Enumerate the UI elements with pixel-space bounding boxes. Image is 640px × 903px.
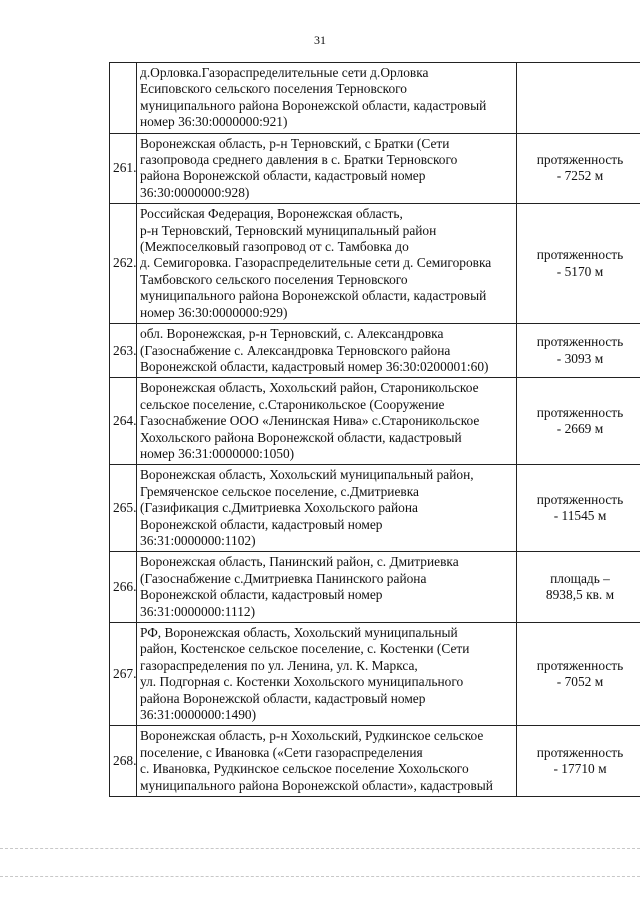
scan-artifact-line [0,848,640,850]
measure-line: - 2669 м [556,421,604,437]
measure-line: протяженность [536,744,624,760]
measure-line: протяженность [536,334,624,350]
row-number: 261. [110,133,137,204]
measure-line: протяженность [536,657,624,673]
description-line: района Воронежской области, кадастровый номер [140,168,426,184]
description-line: (Газификация с.Дмитриевка Хохольского района [140,500,418,516]
description-line: Гремяченское сельское поселение, с.Дмитриевка [140,483,419,499]
measure-line: - 7252 м [556,168,604,184]
table-row [110,324,640,378]
row-number: 268. [110,726,137,797]
object-measure [517,465,640,552]
description-line: Воронежская область, Хохольский район, Староникольское [140,380,479,396]
description-line: р-н Терновский, Терновский муниципальный район [140,222,437,238]
description-line: Воронежской области, кадастровый номер [140,516,383,532]
measure-line: протяженность [536,247,624,263]
measure-line: площадь – [550,570,610,586]
object-description [137,133,517,204]
object-description [137,726,517,797]
page-number: 31 [314,33,326,47]
description-line: 36:30:0000000:928) [140,184,250,200]
measure-line: - 5170 м [556,263,604,279]
measure-line: протяженность [536,491,624,507]
row-number: 265. [110,465,137,552]
object-description [137,63,517,134]
table-row [110,623,640,726]
description-line: номер 36:30:0000000:921) [140,114,288,130]
measure-line: 8938,5 кв. м [545,587,615,603]
table-row [110,63,640,134]
description-line: Тамбовского сельского поселения Терновского [140,271,408,287]
description-line: 36:31:0000000:1490) [140,707,257,723]
measure-line: - 11545 м [553,508,607,524]
description-line: (Газоснабжение с.Дмитриевка Панинского района [140,570,427,586]
measure-line: - 3093 м [556,350,604,366]
object-description [137,324,517,378]
description-line: Воронежская область, Панинский район, с. Дмитриевка [140,554,459,570]
description-line: района Воронежской области, кадастровый номер [140,690,426,706]
description-line: Российская Федерация, Воронежская область, [140,206,403,222]
row-number [110,63,137,134]
object-description [137,623,517,726]
object-measure [517,63,640,134]
description-line: ул. Подгорная с. Костенки Хохольского муниципального [140,674,464,690]
description-line: район, Костенское сельское поселение, с. Костенки (Сети [140,641,470,657]
row-number: 264. [110,378,137,465]
object-measure [517,726,640,797]
description-line: Воронежская область, Хохольский муниципальный район, [140,467,474,483]
description-line: Воронежская область, р-н Терновский, с Братки (Сети [140,135,450,151]
description-line: РФ, Воронежская область, Хохольский муниципальный [140,625,458,640]
description-line: номер 36:31:0000000:1050) [140,445,295,461]
description-line: Воронежской области, кадастровый номер [140,587,383,603]
row-number: 263. [110,324,137,378]
registry-table [109,62,640,797]
row-number: 262. [110,204,137,324]
description-line: номер 36:30:0000000:929) [140,304,288,320]
description-line: Есиповского сельского поселения Терновского [140,81,408,97]
description-line: сельское поселение, с.Староникольское (Сооружение [140,396,445,412]
description-line: газораспределения по ул. Ленина, ул. К. Маркса, [140,657,418,673]
description-line: с. Ивановка, Рудкинское сельское поселение Хохольского [140,761,469,777]
description-line: поселение, с Ивановка («Сети газораспределения [140,744,423,760]
table-row [110,133,640,204]
description-line: муниципального района Воронежской области, кадастровый [140,97,487,113]
object-description [137,204,517,324]
description-line: газопровода среднего давления в с. Братки Терновского [140,152,458,168]
description-line: Воронежской области, кадастровый номер 36:30:0200001:60) [140,358,489,374]
description-line: муниципального района Воронежской области, кадастровый [140,288,487,304]
description-line: Воронежская область, р-н Хохольский, Рудкинское сельское [140,728,484,744]
row-number: 267. [110,623,137,726]
description-line: 36:31:0000000:1102) [140,532,256,548]
description-line: обл. Воронежская, р-н Терновский, с. Александровка [140,326,444,342]
measure-line: - 17710 м [553,761,607,777]
row-number: 266. [110,552,137,623]
description-line: д.Орловка.Газораспределительные сети д.Орловка [140,65,429,80]
object-measure [517,133,640,204]
table-row [110,465,640,552]
registry-table-body [110,63,640,797]
object-measure [517,204,640,324]
object-description [137,465,517,552]
measure-line: протяженность [536,404,624,420]
object-description [137,552,517,623]
description-line: муниципального района Воронежской области», кадастровый [140,777,493,793]
object-description [137,378,517,465]
description-line: д. Семигоровка. Газораспределительные сети д. Семигоровка [140,255,492,271]
description-line: (Межпоселковый газопровод от с. Тамбовка до [140,239,409,255]
object-measure [517,324,640,378]
table-row [110,726,640,797]
description-line: (Газоснабжение с. Александровка Терновского района [140,342,451,358]
object-measure [517,552,640,623]
object-measure [517,378,640,465]
description-line: Газоснабжение ООО «Ленинская Нива» с.Староникольское [140,413,480,429]
table-row [110,204,640,324]
table-row [110,378,640,465]
measure-line: протяженность [536,152,624,168]
table-row [110,552,640,623]
scan-artifact-line [0,876,640,878]
description-line: 36:31:0000000:1112) [140,603,256,619]
description-line: Хохольского района Воронежской области, кадастровый [140,429,462,445]
object-measure [517,623,640,726]
measure-line: - 7052 м [556,674,604,690]
